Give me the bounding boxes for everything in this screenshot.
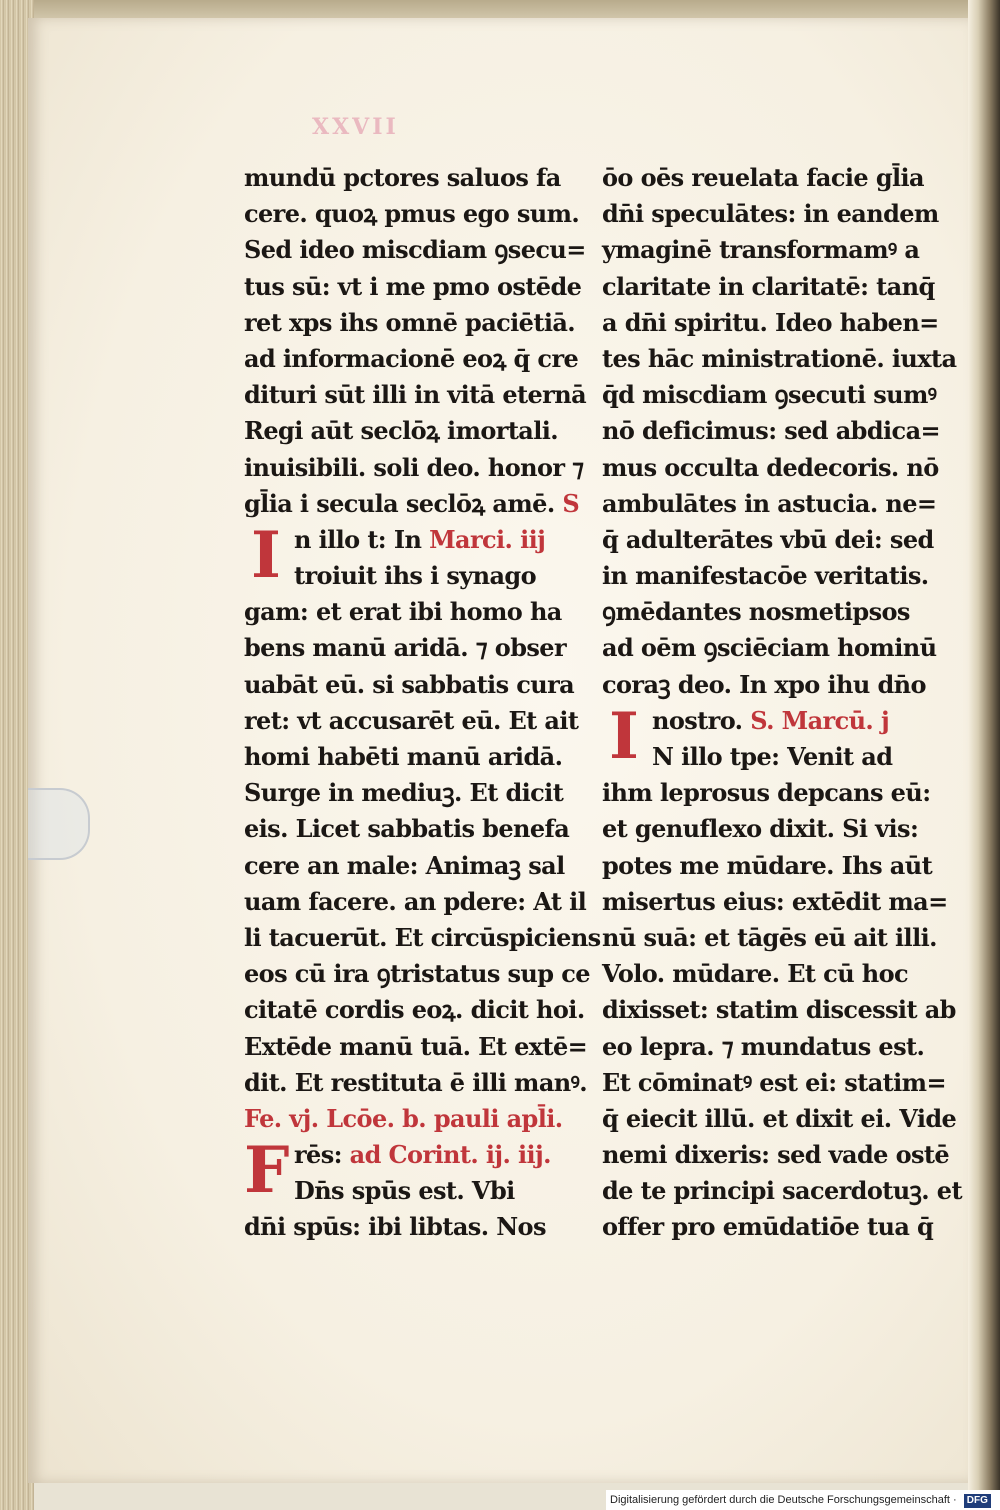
text-line	[244, 522, 549, 558]
line-text: dixisset: statim discessit ab	[602, 995, 956, 1025]
line-text: ambulātes in astucia. ne=	[602, 488, 937, 518]
rubric-text: Marci. iij	[429, 524, 546, 554]
text-line	[244, 160, 561, 196]
right-page-edges	[968, 0, 1000, 1510]
text-line	[244, 992, 585, 1028]
line-text: dn̄i spūs: ibi libtas. Nos	[244, 1212, 546, 1242]
line-text: uabāt eū. si sabbatis cura	[244, 669, 575, 699]
line-text: dituri sūt illi in vitā eternā	[244, 380, 587, 410]
line-text: ad informacionē eoꝝ q̄ cre	[244, 343, 579, 373]
text-line	[602, 1065, 946, 1101]
text-line	[244, 1173, 549, 1209]
folio-number: XXVII	[312, 114, 399, 140]
line-text: mus occulta dedecoris. nō	[602, 452, 939, 482]
line-text: mundū pctores saluos fa	[244, 163, 561, 192]
page-clip	[28, 788, 90, 860]
text-line	[244, 1209, 549, 1245]
text-line	[602, 594, 914, 630]
line-text: potes me mūdare. Ihs aūt	[602, 850, 933, 880]
right-text-column	[602, 160, 962, 1246]
line-text: nō deficimus: sed abdica=	[602, 416, 941, 446]
line-text: cere an male: Animaꝫ sal	[244, 850, 565, 880]
line-text: q̄d miscdiam ꝯsecuti sumꝰ	[602, 380, 937, 410]
text-line	[244, 1029, 588, 1065]
line-text: ret xps ihs omnē paciētiā.	[244, 307, 576, 337]
line-text: et genuflexo dixit. Si vis:	[602, 814, 919, 844]
footer-credit	[606, 1490, 1000, 1510]
line-text: q̄ adulterātes vbū dei: sed	[602, 524, 934, 554]
line-text: Sed ideo miscdiam ꝯsecu=	[244, 235, 586, 265]
text-line	[602, 341, 957, 377]
line-text: ihm leprosus depcans eū:	[602, 778, 931, 808]
text-line	[602, 305, 939, 341]
line-text: dn̄i speculātes: in eandem	[602, 199, 939, 229]
text-line	[244, 269, 582, 305]
line-text: N illo tpe: Venit ad	[652, 742, 893, 771]
line-text: troiuit ihs i synago	[294, 561, 537, 591]
dfg-logo: DFG	[964, 1494, 991, 1508]
line-text: ret: vt accusarēt eū. Et ait	[244, 705, 579, 735]
line-text: uam facere. an pdere: At il	[244, 886, 587, 916]
line-text: Volo. mūdare. Et cū hoc	[602, 959, 909, 989]
line-text: citatē cordis eoꝝ. dicit hoi.	[244, 995, 585, 1025]
text-line	[602, 992, 956, 1028]
text-line	[244, 377, 587, 413]
decorated-initial: F	[244, 1133, 290, 1209]
text-line	[602, 377, 937, 413]
text-line	[602, 775, 931, 811]
text-line	[602, 269, 935, 305]
initial-block	[244, 517, 549, 594]
text-line	[602, 558, 929, 594]
line-text: Surge in mediuꝫ. Et dicit	[244, 778, 564, 808]
text-line	[602, 522, 934, 558]
rubric-text: S. Marcū. j	[750, 705, 890, 735]
text-line	[244, 956, 590, 992]
line-text: ꝯmēdantes nosmetipsos	[602, 597, 910, 627]
initial-block	[602, 698, 914, 775]
decorated-initial: I	[251, 517, 281, 593]
line-text: inuisibili. soli deo. honor ⁊	[244, 452, 584, 482]
text-line	[244, 884, 587, 920]
text-line	[602, 196, 939, 232]
text-line	[602, 667, 926, 703]
text-line	[602, 486, 937, 522]
text-line	[602, 739, 914, 775]
line-text: rēs:	[294, 1140, 342, 1170]
text-line	[244, 486, 580, 522]
rubric-text: S	[562, 488, 580, 518]
text-line	[244, 667, 575, 703]
line-text: a dn̄i spiritu. Ideo haben=	[602, 307, 939, 337]
text-line	[244, 1065, 587, 1101]
line-text: homi habēti manū aridā.	[244, 742, 563, 771]
line-text: gl̄ia i secula seclōꝝ amē.	[244, 488, 555, 518]
line-text: eo lepra. ⁊ mundatus est.	[602, 1031, 925, 1061]
text-line	[602, 232, 920, 268]
line-text: q̄ eiecit illū. et dixit ei. Vide	[602, 1103, 957, 1133]
text-line	[602, 1101, 957, 1137]
left-text-column	[244, 160, 601, 1246]
initial-block	[244, 1133, 551, 1209]
text-line	[602, 920, 937, 956]
text-line	[602, 848, 933, 884]
line-text: claritate in claritatē: tanq̄	[602, 271, 935, 301]
text-line	[244, 341, 579, 377]
line-text: offer pro emūdatiōe tua q̄	[602, 1212, 934, 1242]
line-text: ymaginē transformamꝰ a	[602, 235, 920, 265]
line-text: dit. Et restituta ē illi manꝰ.	[244, 1067, 587, 1097]
line-text: eos cū ira ꝯtristatus sup ce	[244, 959, 590, 989]
line-text: nū suā: et tāgēs eū ait illi.	[602, 922, 937, 952]
rubric-line: Fe. vj. Lcōe. b. pauli apl̄i.	[244, 1103, 563, 1133]
text-line	[244, 413, 559, 449]
line-text: tes hāc ministrationē. iuxta	[602, 343, 957, 373]
line-text: nostro.	[652, 705, 743, 735]
text-line	[602, 1209, 934, 1245]
text-line	[602, 811, 919, 847]
line-text: n illo t: In	[294, 524, 422, 554]
text-line	[602, 884, 948, 920]
line-text: bens manū aridā. ⁊ obser	[244, 633, 567, 663]
text-line	[244, 196, 580, 232]
footer-text: Digitalisierung gefördert durch die Deutsche Forschungsgemeinschaft ·	[610, 1494, 957, 1506]
line-text: nemi dixeris: sed vade ostē	[602, 1140, 950, 1170]
decorated-initial: I	[609, 698, 639, 774]
text-line	[602, 703, 914, 739]
text-line	[602, 413, 941, 449]
text-line	[244, 703, 579, 739]
line-text: coraꝫ deo. In xpo ihu dn̄o	[602, 669, 926, 699]
text-line	[244, 848, 565, 884]
line-text: gam: et erat ibi homo ha	[244, 597, 562, 627]
text-line	[602, 160, 925, 196]
line-text: tus sū: vt i me pmo ostēde	[244, 271, 582, 301]
text-line	[244, 630, 567, 666]
text-line	[244, 232, 586, 268]
text-line	[244, 920, 601, 956]
line-text: in manifestacōe veritatis.	[602, 561, 929, 591]
line-text: de te principi sacerdotuꝫ. et	[602, 1176, 962, 1206]
text-line	[244, 775, 564, 811]
line-text: li tacuerūt. Et circūspiciens	[244, 922, 601, 952]
text-line	[602, 450, 939, 486]
line-text: Extēde manū tuā. Et extē=	[244, 1031, 588, 1061]
rubric-text: ad Corint. ij. iij.	[349, 1140, 551, 1170]
text-line	[602, 1137, 950, 1173]
line-text: Dn̄s spūs est. Vbi	[294, 1176, 515, 1206]
text-line	[602, 956, 914, 992]
text-line	[244, 558, 549, 594]
line-text: cere. quoꝝ pmus ego sum.	[244, 199, 580, 229]
text-line	[244, 1137, 549, 1173]
text-line	[602, 1173, 962, 1209]
line-text: ōo oēs reuelata facie gl̄ia	[602, 163, 925, 192]
line-text: misertus eius: extēdit ma=	[602, 886, 948, 916]
text-line	[244, 594, 562, 630]
line-text: Regi aūt seclōꝝ imortali.	[244, 416, 559, 446]
text-line	[244, 450, 584, 486]
text-line	[244, 305, 576, 341]
text-line	[602, 1029, 925, 1065]
line-text: Et cōminatꝰ est ei: statim=	[602, 1067, 946, 1097]
text-line	[602, 630, 937, 666]
text-line	[244, 811, 570, 847]
line-text: eis. Licet sabbatis benefa	[244, 814, 570, 844]
line-text: ad oēm ꝯsciēciam hominū	[602, 633, 937, 663]
text-line	[244, 739, 563, 775]
